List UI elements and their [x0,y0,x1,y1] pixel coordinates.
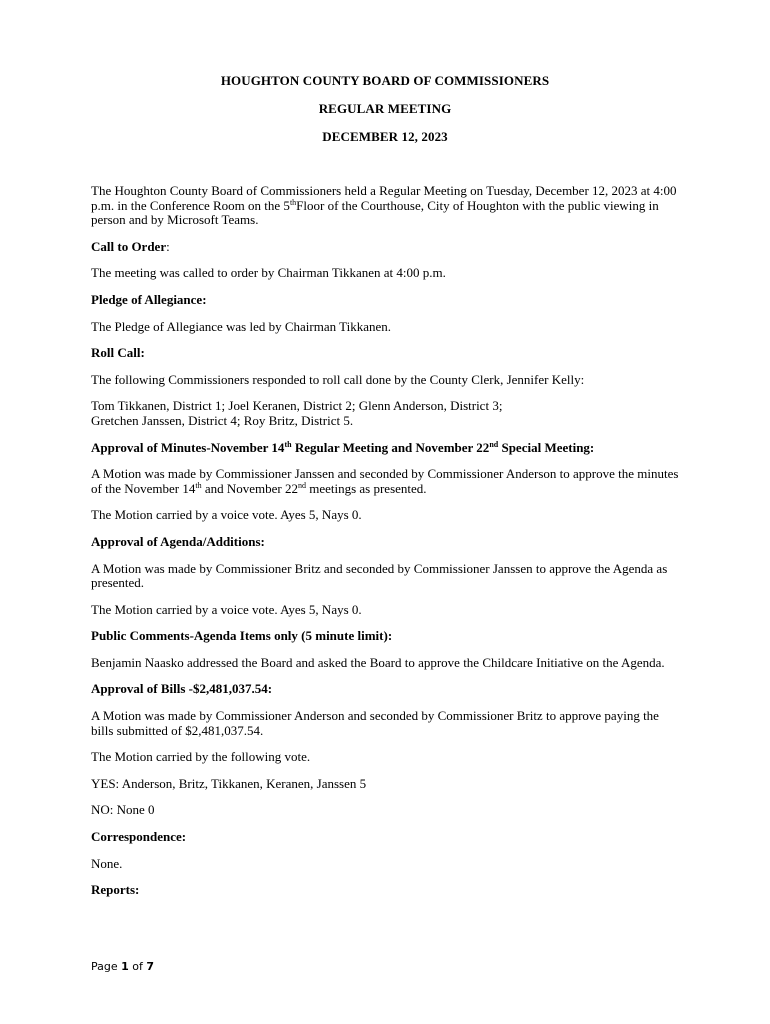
members-line-2: Gretchen Janssen, District 4; Roy Britz, District 5. [91,412,354,428]
footer-page-total: 7 [146,960,155,973]
minutes-body [91,184,681,910]
intro-text-2: Floor of the Courthouse, City of Houghton with the public viewing in person and by Microsoft Teams. [91,197,659,228]
minutes-motion-3: meetings as presented. [305,480,427,496]
correspondence-heading: Correspondence: [91,829,187,845]
pledge-heading: Pledge of Allegiance: [91,291,207,307]
pledge-text: The Pledge of Allegiance was led by Chairman Tikkanen. [91,318,392,334]
public-comments-heading: Public Comments-Agenda Items only (5 minute limit): [91,628,393,644]
call-to-order-colon: : [166,238,170,254]
page-footer [91,960,154,973]
bills-no-vote: NO: None 0 [91,802,155,818]
meeting-date: DECEMBER 12, 2023 [322,129,448,144]
bills-heading: Approval of Bills -$2,481,037.54: [91,681,273,697]
minutes-motion [91,467,681,496]
correspondence-text: None. [91,855,123,871]
roll-call-members [91,399,681,428]
minutes-motion-sup-1: th [195,480,202,490]
minutes-heading-2: Regular Meeting and November 22 [291,439,490,455]
footer-page-number: 1 [121,960,129,973]
board-title: HOUGHTON COUNTY BOARD OF COMMISSIONERS [220,73,550,88]
meeting-type: REGULAR MEETING [318,101,452,116]
call-to-order-heading [91,240,681,255]
reports-heading: Reports: [91,882,140,898]
members-line-1: Tom Tikkanen, District 1; Joel Keranen, District 2; Glenn Anderson, District 3; [91,398,503,414]
agenda-vote: The Motion carried by a voice vote. Ayes 5, Nays 0. [91,601,362,617]
footer-of-word: of [132,960,143,973]
minutes-heading-sup-2: nd [489,439,499,449]
minutes-motion-1: A Motion was made by Commissioner Janssen and seconded by Commissioner Anderson to approve the minutes of the November 14 [91,466,679,496]
agenda-heading: Approval of Agenda/Additions: [91,533,265,549]
roll-call-heading: Roll Call: [91,345,145,361]
minutes-approval-heading [91,441,681,456]
call-to-order-heading-text: Call to Order [91,238,167,254]
intro-paragraph [91,184,681,228]
minutes-vote: The Motion carried by a voice vote. Ayes 5, Nays 0. [91,507,362,523]
roll-call-text: The following Commissioners responded to roll call done by the County Clerk, Jennifer Kelly: [91,371,585,387]
bills-yes-vote: YES: Anderson, Britz, Tikkanen, Keranen, Janssen 5 [91,775,367,791]
intro-text-1: The Houghton County Board of Commissioners held a Regular Meeting on Tuesday, December 12, 2023 at 4:00 p.m. in the Conference Room on the 5 [91,183,677,213]
intro-sup: th [289,197,297,207]
bills-motion: A Motion was made by Commissioner Anderson and seconded by Commissioner Britz to approve paying the bills submitted of $2,481,037.54. [91,708,659,738]
footer-page-word: Page [91,960,118,973]
bills-vote-intro: The Motion carried by the following vote. [91,749,311,765]
call-to-order-text: The meeting was called to order by Chairman Tikkanen at 4:00 p.m. [91,265,446,281]
minutes-heading-sup-1: th [284,439,292,449]
minutes-motion-2: and November 22 [201,480,298,496]
agenda-motion: A Motion was made by Commissioner Britz and seconded by Commissioner Janssen to approve the Agenda as presented. [91,560,668,591]
minutes-motion-sup-2: nd [297,480,306,490]
public-comments-text: Benjamin Naasko addressed the Board and asked the Board to approve the Childcare Initiative on the Agenda. [91,654,665,670]
minutes-heading-3: Special Meeting: [498,439,595,455]
minutes-heading-1: Approval of Minutes-November 14 [91,439,285,455]
